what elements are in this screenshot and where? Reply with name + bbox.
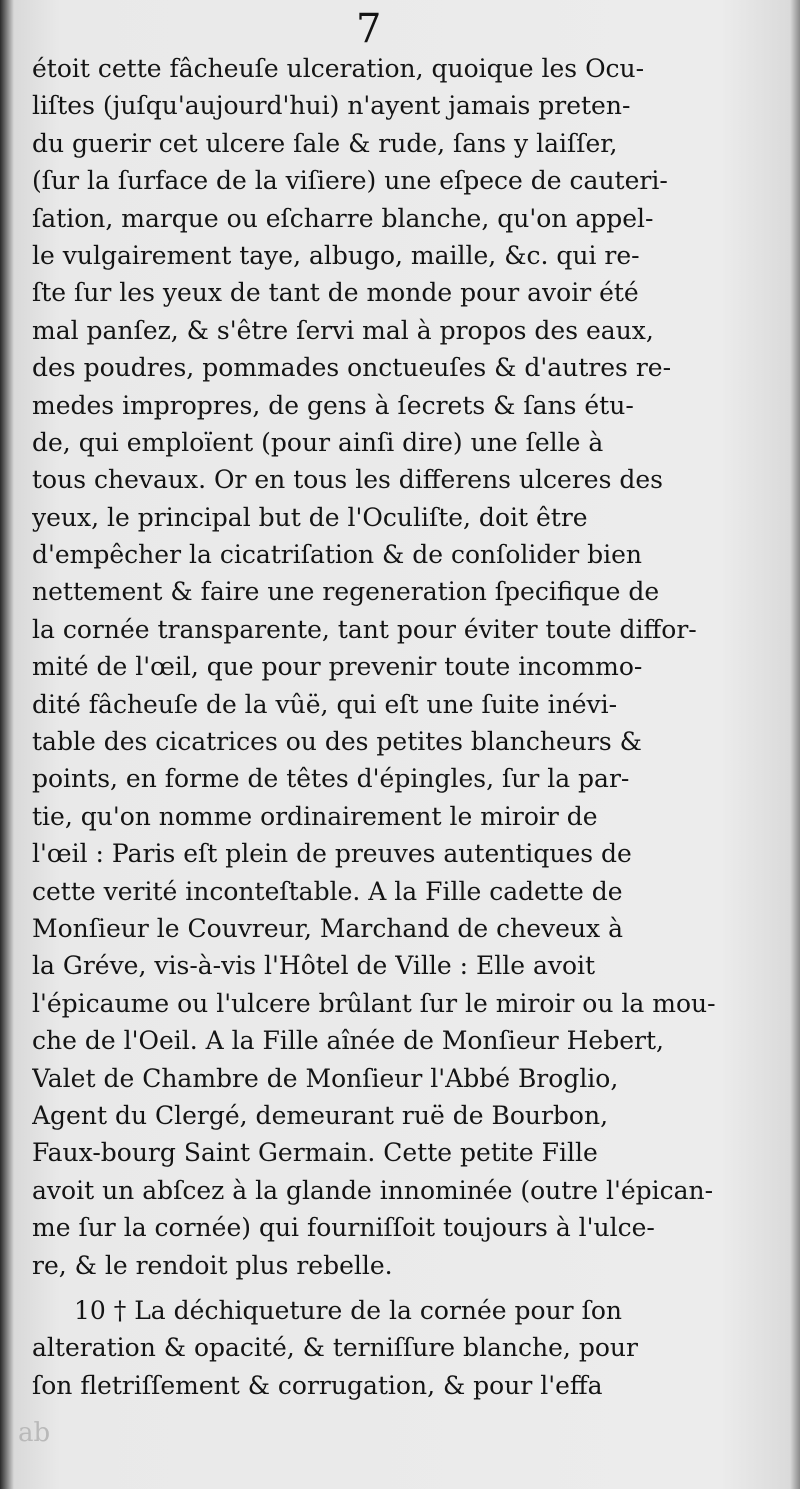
text-line: yeux, le principal but de l'Oculiſte, doit être bbox=[32, 502, 588, 532]
page-number: 7 bbox=[356, 6, 382, 52]
text-line: alteration & opacité, & terniſſure blanche, pour bbox=[32, 1333, 638, 1363]
text-line: l'œil : Paris eſt plein de preuves autentiques de bbox=[32, 839, 632, 869]
text-line: Valet de Chambre de Monſieur l'Abbé Broglio, bbox=[32, 1063, 619, 1093]
text-line: points, en forme de têtes d'épingles, ſur la par- bbox=[32, 764, 630, 794]
text-line: ſation, marque ou eſcharre blanche, qu'on appel- bbox=[32, 203, 654, 233]
text-line: tous chevaux. Or en tous les differens ulceres des bbox=[32, 465, 663, 495]
text-line: la Gréve, vis-à-vis l'Hôtel de Ville : Elle avoit bbox=[32, 951, 596, 981]
text-line: de, qui emploïent (pour ainſi dire) une ſelle à bbox=[32, 427, 604, 457]
text-line: d'empêcher la cicatriſation & de conſolider bien bbox=[32, 540, 642, 570]
text-line: ſon fletriſſement & corrugation, & pour l'effa bbox=[32, 1370, 603, 1400]
text-line: Faux-bourg Saint Germain. Cette petite Fille bbox=[32, 1138, 598, 1168]
text-line: des poudres, pommades onctueuſes & d'autres re- bbox=[32, 353, 672, 383]
text-line: avoit un abſcez à la glande innominée (outre l'épican- bbox=[32, 1175, 714, 1205]
text-line: mité de l'œil, que pour prevenir toute incommo- bbox=[32, 652, 643, 682]
text-line: nettement & faire une regeneration ſpecifique de bbox=[32, 577, 660, 607]
text-line: che de l'Oeil. A la Fille aînée de Monſieur Hebert, bbox=[32, 1026, 664, 1056]
text-line: re, & le rendoit plus rebelle. bbox=[32, 1250, 393, 1280]
text-line: (ſur la ſurface de la viſiere) une eſpece de cauteri- bbox=[32, 166, 668, 196]
text-line: dité fâcheuſe de la vûë, qui eſt une ſuite inévi- bbox=[32, 689, 618, 719]
body-text bbox=[32, 50, 784, 1404]
text-line: cette verité inconteſtable. A la Fille cadette de bbox=[32, 876, 623, 906]
text-line: Agent du Clergé, demeurant ruë de Bourbon, bbox=[32, 1100, 609, 1130]
text-line: tie, qu'on nomme ordinairement le miroir de bbox=[32, 801, 598, 831]
paragraph-start-line: 10 † La déchiqueture de la cornée pour ſon bbox=[74, 1295, 622, 1325]
text-line: la cornée transparente, tant pour éviter toute diffor- bbox=[32, 614, 697, 644]
text-line: le vulgairement taye, albugo, maille, &c. qui re- bbox=[32, 240, 640, 270]
text-line: Monſieur le Couvreur, Marchand de cheveux à bbox=[32, 913, 624, 943]
text-line: du guerir cet ulcere ſale & rude, ſans y laiſſer, bbox=[32, 128, 618, 158]
text-line: liſtes (juſqu'aujourd'hui) n'ayent jamais preten- bbox=[32, 91, 631, 121]
text-line: l'épicaume ou l'ulcere brûlant ſur le miroir ou la mou- bbox=[32, 988, 716, 1018]
text-line: me ſur la cornée) qui fourniſſoit toujours à l'ulce- bbox=[32, 1213, 655, 1243]
text-line: table des cicatrices ou des petites blancheurs & bbox=[32, 727, 642, 757]
bleed-through-mark: ab bbox=[18, 1418, 51, 1448]
text-line: medes impropres, de gens à ſecrets & ſans étu- bbox=[32, 390, 634, 420]
text-line: ſte ſur les yeux de tant de monde pour avoir été bbox=[32, 278, 639, 308]
text-line: mal panſez, & s'être ſervi mal à propos des eaux, bbox=[32, 315, 654, 345]
text-line: étoit cette fâcheuſe ulceration, quoique les Ocu- bbox=[32, 54, 645, 83]
